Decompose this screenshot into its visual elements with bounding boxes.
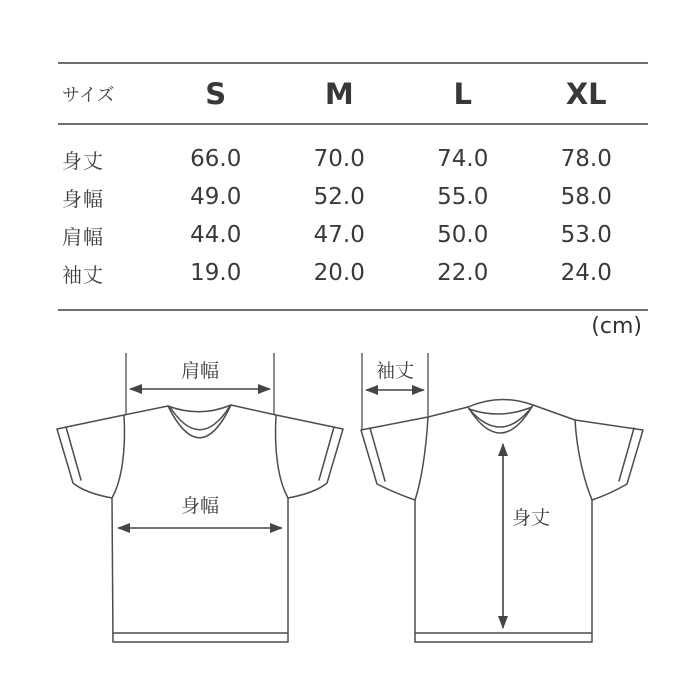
table-body bbox=[58, 125, 648, 311]
row-label: 肩幅 bbox=[62, 224, 104, 249]
value-cell: 58.0 bbox=[560, 184, 612, 210]
header-size-s: S bbox=[205, 76, 227, 111]
row-label: 身丈 bbox=[62, 148, 104, 173]
header-size-xl: XL bbox=[565, 76, 607, 111]
table-row-body-length bbox=[58, 140, 648, 178]
table-row-sleeve-length bbox=[58, 254, 648, 292]
header-size-m: M bbox=[324, 76, 354, 111]
value-cell: 24.0 bbox=[560, 260, 612, 286]
front-shirt-outline bbox=[57, 405, 343, 642]
sleeve-length-label: 袖丈 bbox=[375, 360, 415, 382]
table-row-body-width bbox=[58, 178, 648, 216]
value-cell: 49.0 bbox=[190, 184, 242, 210]
value-cell: 44.0 bbox=[190, 222, 242, 248]
size-table bbox=[58, 62, 648, 311]
value-cell: 22.0 bbox=[437, 260, 489, 286]
back-shirt-outline bbox=[361, 399, 643, 642]
body-length-label: 身丈 bbox=[512, 507, 551, 529]
table-row-shoulder-width bbox=[58, 216, 648, 254]
unit-label-cm: (cm) bbox=[591, 314, 642, 339]
value-cell: 66.0 bbox=[190, 146, 242, 172]
shoulder-width-label: 肩幅 bbox=[180, 360, 220, 382]
table-header-row bbox=[58, 62, 648, 125]
value-cell: 70.0 bbox=[313, 146, 365, 172]
value-cell: 47.0 bbox=[313, 222, 365, 248]
back-shirt-diagram bbox=[361, 353, 643, 642]
value-cell: 52.0 bbox=[313, 184, 365, 210]
header-size-label: サイズ bbox=[62, 84, 115, 106]
body-width-label: 身幅 bbox=[180, 495, 220, 517]
value-cell: 78.0 bbox=[560, 146, 612, 172]
tshirt-diagram-svg bbox=[0, 340, 700, 670]
value-cell: 19.0 bbox=[190, 260, 242, 286]
value-cell: 74.0 bbox=[437, 146, 489, 172]
row-label: 身幅 bbox=[62, 186, 104, 211]
tshirt-measurement-diagram bbox=[0, 340, 700, 670]
header-size-l: L bbox=[453, 76, 472, 111]
value-cell: 55.0 bbox=[437, 184, 489, 210]
front-shirt-diagram bbox=[57, 353, 343, 642]
value-cell: 50.0 bbox=[437, 222, 489, 248]
row-label: 袖丈 bbox=[62, 262, 104, 287]
value-cell: 53.0 bbox=[560, 222, 612, 248]
value-cell: 20.0 bbox=[313, 260, 365, 286]
